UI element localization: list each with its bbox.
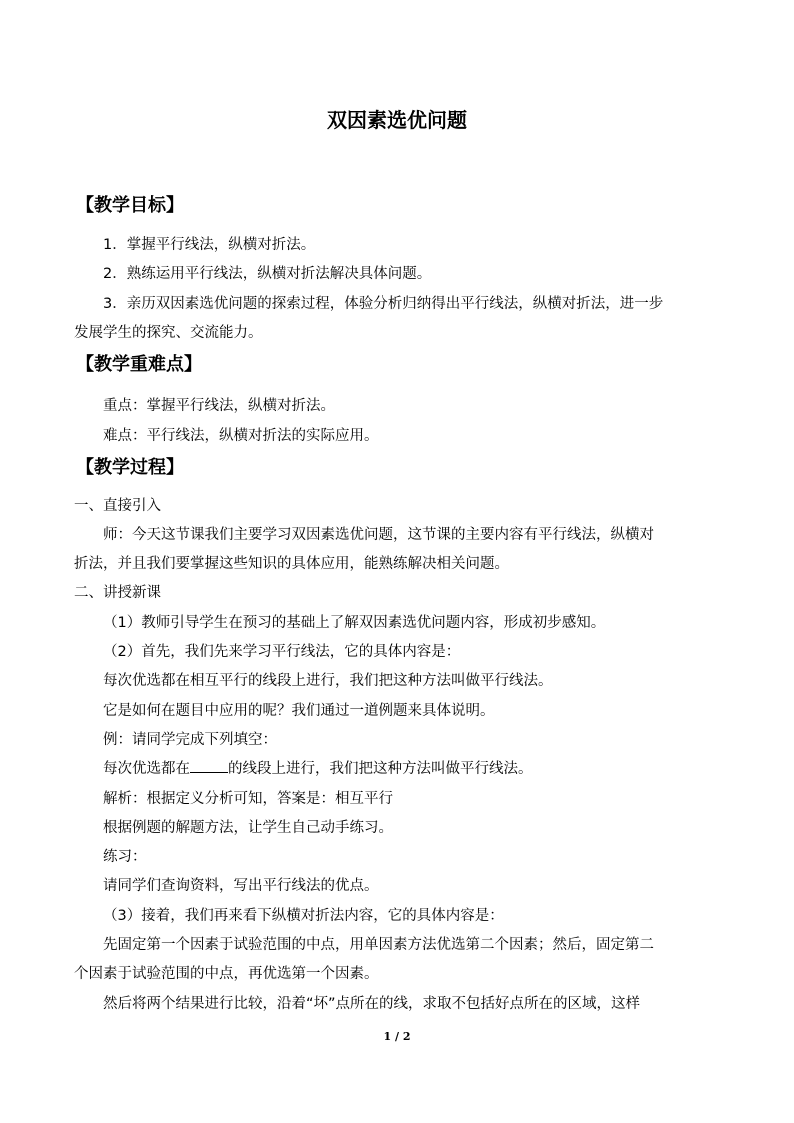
practice-label: 练习： (103, 849, 147, 865)
fill-in-blank-sentence (103, 757, 533, 778)
objective-item-3-line-2: 发展学生的探究、交流能力。 (74, 325, 263, 341)
process-part-1-heading: 一、直接引入 (74, 498, 161, 514)
keypoint-difficult: 难点：平行线法，纵横对折法的实际应用。 (103, 428, 379, 444)
example-question-intro: 它是如何在题目中应用的呢？我们通过一道例题来具体说明。 (103, 703, 495, 719)
practice-question: 请同学们查询资料，写出平行线法的优点。 (103, 878, 379, 894)
objective-item-1: 1．掌握平行线法，纵横对折法。 (103, 237, 316, 253)
fold-method-definition-line-3: 然后将两个结果进行比较，沿着“坏”点所在的线，求取不包括好点所在的区域，这样 (103, 996, 641, 1012)
page-number: 1 / 2 (383, 1030, 411, 1043)
process-part-2-heading: 二、讲授新课 (74, 585, 161, 601)
section-heading-keypoints: 【教学重难点】 (76, 354, 202, 375)
process-step-1: （1）教师引导学生在预习的基础上了解双因素选优问题内容，形成初步感知。 (103, 615, 606, 631)
process-intro-line-2: 折法，并且我们要掌握这些知识的具体应用，能熟练解决相关问题。 (74, 556, 509, 572)
objective-item-3-line-1: 3．亲历双因素选优问题的探索过程，体验分析归纳得出平行线法，纵横对折法，进一步 (103, 296, 664, 312)
objective-item-2: 2．熟练运用平行线法，纵横对折法解决具体问题。 (103, 266, 432, 282)
keypoint-key: 重点：掌握平行线法，纵横对折法。 (103, 398, 335, 414)
fill-in-blank (190, 759, 228, 773)
process-step-3: （3）接着，我们再来看下纵横对折法内容，它的具体内容是： (103, 908, 504, 924)
fold-method-definition-line-1: 先固定第一个因素于试验范围的中点，用单因素方法优选第二个因素；然后，固定第二 (103, 937, 654, 953)
section-heading-process: 【教学过程】 (76, 457, 184, 478)
process-intro-line-1: 师：今天这节课我们主要学习双因素选优问题，这节课的主要内容有平行线法，纵横对 (103, 527, 654, 543)
fold-method-definition-line-2: 个因素于试验范围的中点，再优选第一个因素。 (74, 966, 379, 982)
example-label: 例：请同学完成下列填空： (103, 732, 277, 748)
document-title: 双因素选优问题 (327, 108, 467, 132)
example-analysis: 解析：根据定义分析可知，答案是：相互平行 (103, 791, 393, 807)
parallel-line-definition: 每次优选都在相互平行的线段上进行，我们把这种方法叫做平行线法。 (103, 673, 553, 689)
process-step-2: （2）首先，我们先来学习平行线法，它的具体内容是： (103, 644, 461, 660)
practice-intro: 根据例题的解题方法，让学生自己动手练习。 (103, 820, 393, 836)
section-heading-objectives: 【教学目标】 (76, 195, 184, 216)
fill-in-blank-after: 的线段上进行，我们把这种方法叫做平行线法。 (228, 761, 533, 777)
fill-in-blank-before: 每次优选都在 (103, 761, 190, 777)
